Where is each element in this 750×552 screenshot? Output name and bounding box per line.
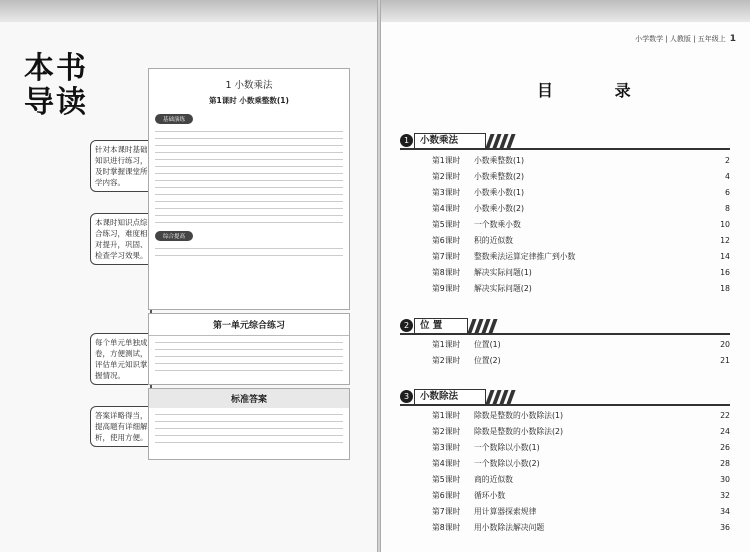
- toc-lesson-name: 商的近似数: [474, 475, 513, 484]
- preview-unit-test-title: 第一单元综合练习: [149, 314, 349, 336]
- toc-lesson-name: 用小数除法解决问题: [474, 523, 545, 532]
- toc-page-number: 6: [725, 188, 730, 197]
- toc-entry[interactable]: [432, 354, 730, 368]
- toc-lesson-name: 积的近似数: [474, 236, 513, 245]
- guide-note-basic: 针对本课时基础知识进行练习，及时掌握课堂所学内容。: [90, 140, 156, 192]
- toc-lesson: 第1课时: [432, 340, 461, 349]
- toc-page-number: 4: [725, 172, 730, 181]
- toc-entry[interactable]: [432, 441, 730, 455]
- toc-lesson: 第1课时: [432, 156, 461, 165]
- toc-page-number: 2: [725, 156, 730, 165]
- toc-page-number: 16: [720, 268, 730, 277]
- toc-entry[interactable]: [432, 202, 730, 216]
- toc-entry[interactable]: [432, 154, 730, 168]
- section-title: 小数除法: [420, 391, 459, 402]
- toc-lesson: 第8课时: [432, 268, 461, 277]
- toc-entry[interactable]: [432, 489, 730, 503]
- preview-answer-title: 标准答案: [149, 389, 349, 408]
- toc-lesson-name: 位置(1): [474, 340, 501, 349]
- guide-title-line1: 本书: [24, 51, 88, 86]
- toc-entry[interactable]: [432, 250, 730, 264]
- toc-lesson: 第2课时: [432, 427, 461, 436]
- guide-note-advanced: 本课时知识点综合练习，难度相对提升，巩固、检查学习效果。: [90, 213, 156, 265]
- toc-lesson: 第5课时: [432, 475, 461, 484]
- toc-lesson: 第4课时: [432, 204, 461, 213]
- toc-page-number: 36: [720, 523, 730, 532]
- toc-entry[interactable]: [432, 338, 730, 352]
- toc-entry[interactable]: [432, 409, 730, 423]
- toc-title: 目 录: [537, 81, 659, 100]
- toc-page-number: 21: [720, 356, 730, 365]
- preview-lesson-page: [148, 68, 350, 310]
- toc-lesson-name: 小数乘整数(2): [474, 172, 525, 181]
- toc-entry[interactable]: [432, 218, 730, 232]
- guide-title: [24, 52, 88, 120]
- guide-note-answers: 答案详略得当，提高题有详细解析，使用方便。: [90, 406, 156, 447]
- toc-lesson-name: 整数乘法运算定律推广到小数: [474, 252, 576, 261]
- toc-lesson: 第9课时: [432, 284, 461, 293]
- toc-entry[interactable]: [432, 425, 730, 439]
- toc-entry[interactable]: [432, 186, 730, 200]
- running-head-text: 小学数学 | 人教版 | 五年级上: [635, 35, 726, 43]
- toc-lesson: 第6课时: [432, 236, 461, 245]
- toc-lesson-name: 位置(2): [474, 356, 501, 365]
- toc-page-number: 18: [720, 284, 730, 293]
- preview-unit-test-page: [148, 313, 350, 385]
- preview-answer-page: [148, 388, 350, 460]
- toc-entry[interactable]: [432, 170, 730, 184]
- toc-page-number: 12: [720, 236, 730, 245]
- toc-lesson: 第5课时: [432, 220, 461, 229]
- toc-entry[interactable]: [432, 473, 730, 487]
- toc-page-number: 34: [720, 507, 730, 516]
- toc-page-number: 30: [720, 475, 730, 484]
- toc-lesson: 第3课时: [432, 443, 461, 452]
- toc-section-2: [400, 318, 730, 334]
- preview-tag-basic: 基础演练: [155, 114, 193, 124]
- toc-page-number: 26: [720, 443, 730, 452]
- toc-lesson-name: 一个数乘小数: [474, 220, 521, 229]
- section-title: 位 置: [420, 320, 443, 331]
- preview-unit-title: 1 小数乘法: [225, 80, 273, 91]
- section-number: 2: [400, 319, 413, 332]
- toc-lesson-name: 小数乘小数(1): [474, 188, 525, 197]
- toc-lesson-name: 一个数除以小数(2): [474, 459, 540, 468]
- toc-entry[interactable]: [432, 266, 730, 280]
- toc-page-number: 20: [720, 340, 730, 349]
- toc-entry[interactable]: [432, 282, 730, 296]
- preview-tag-advanced: 综合提高: [155, 231, 193, 241]
- toc-lesson-name: 解决实际问题(1): [474, 268, 532, 277]
- toc-page-number: 10: [720, 220, 730, 229]
- toc-lesson-name: 解决实际问题(2): [474, 284, 532, 293]
- toc-lesson-name: 除数是整数的小数除法(1): [474, 411, 564, 420]
- toc-lesson: 第6课时: [432, 491, 461, 500]
- toc-entry[interactable]: [432, 457, 730, 471]
- toc-lesson: 第1课时: [432, 411, 461, 420]
- toc-lesson: 第4课时: [432, 459, 461, 468]
- toc-entry[interactable]: [432, 505, 730, 519]
- toc-page-number: 14: [720, 252, 730, 261]
- toc-lesson: 第8课时: [432, 523, 461, 532]
- toc-lesson: 第2课时: [432, 356, 461, 365]
- toc-lesson-name: 一个数除以小数(1): [474, 443, 540, 452]
- toc-page-number: 8: [725, 204, 730, 213]
- section-number: 1: [400, 134, 413, 147]
- guide-title-line2: 导读: [24, 85, 88, 120]
- page-top-band: [0, 0, 750, 22]
- page-number: 1: [729, 34, 736, 44]
- toc-lesson: 第2课时: [432, 172, 461, 181]
- section-number: 3: [400, 390, 413, 403]
- toc-lesson-name: 除数是整数的小数除法(2): [474, 427, 564, 436]
- guide-note-unit-test: 每个单元单独成卷，方便测试，评估单元知识掌握情况。: [90, 333, 156, 385]
- toc-section-3: [400, 389, 730, 405]
- preview-lesson-title: 第1课时 小数乘整数(1): [209, 96, 289, 105]
- toc-entry[interactable]: [432, 521, 730, 535]
- toc-section-1: [400, 133, 730, 149]
- toc-entry[interactable]: [432, 234, 730, 248]
- toc-lesson-name: 小数乘小数(2): [474, 204, 525, 213]
- toc-page-number: 22: [720, 411, 730, 420]
- toc-lesson: 第7课时: [432, 252, 461, 261]
- toc-lesson-name: 小数乘整数(1): [474, 156, 525, 165]
- toc-lesson-name: 用计算器探索规律: [474, 507, 537, 516]
- section-title: 小数乘法: [420, 135, 459, 146]
- toc-lesson: 第3课时: [432, 188, 461, 197]
- toc-page-number: 28: [720, 459, 730, 468]
- running-head: [635, 34, 736, 44]
- toc-page-number: 24: [720, 427, 730, 436]
- toc-page-number: 32: [720, 491, 730, 500]
- toc-lesson: 第7课时: [432, 507, 461, 516]
- toc-lesson-name: 循环小数: [474, 491, 506, 500]
